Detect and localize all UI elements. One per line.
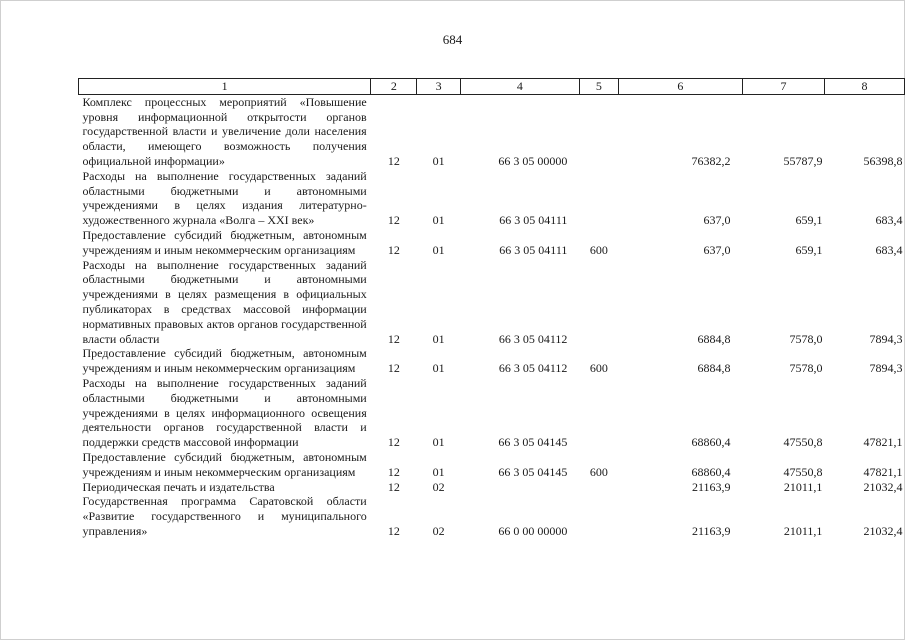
row-code: 66 3 05 04111	[499, 242, 568, 257]
row-value-8: 47821,1	[863, 435, 903, 450]
row-name: Предоставление субсидий бюджетным, автономным учреждениям и иным некоммерческим организациям	[82, 449, 367, 479]
row-razdel: 12	[387, 479, 400, 494]
row-razdel: 12	[387, 361, 400, 376]
row-podrazdel: 01	[432, 435, 445, 450]
row-value-7: 7578,0	[789, 331, 823, 346]
row-value-6: 76382,2	[691, 153, 731, 168]
row-razdel: 12	[387, 153, 400, 168]
row-value-7: 21011,1	[783, 523, 823, 538]
row-value-7: 47550,8	[783, 435, 823, 450]
row-name: Расходы на выполнение государственных заданий областными бюджетными и автономными учреждениями в целях размещения в официальных публикаторах в средствах массовой информации нормативных правовых актов органов государственной власти области	[82, 257, 367, 346]
row-vid: 600	[589, 242, 608, 257]
row-podrazdel: 01	[432, 464, 445, 479]
row-vid	[579, 169, 618, 228]
table-row	[79, 346, 905, 376]
row-vid	[579, 258, 618, 347]
row-code: 66 3 05 04111	[499, 213, 568, 228]
row-value-8: 56398,8	[863, 153, 903, 168]
row-value-7: 55787,9	[783, 153, 823, 168]
row-value-8: 683,4	[875, 242, 903, 257]
row-name: Предоставление субсидий бюджетным, автономным учреждениям и иным некоммерческим организациям	[82, 346, 367, 376]
row-vid	[579, 494, 618, 538]
table-row	[79, 494, 905, 538]
column-header-7: 7	[743, 79, 825, 95]
row-name: Расходы на выполнение государственных заданий областными бюджетными и автономными учреждениями в целях информационного освещения деятельности органов государственной власти и поддержки средств массовой информации	[82, 375, 367, 450]
row-value-6: 637,0	[703, 213, 731, 228]
row-value-8: 683,4	[875, 213, 903, 228]
row-podrazdel: 01	[432, 331, 445, 346]
column-header-1: 1	[79, 79, 371, 95]
table-row	[79, 228, 905, 258]
table-row	[79, 480, 905, 495]
row-value-7: 47550,8	[783, 464, 823, 479]
row-name: Комплекс процессных мероприятий «Повышение уровня информационной открытости органов государственной власти и увеличение доли населения области, имеющего возможность получения официальной информации»	[82, 94, 367, 168]
row-code: 66 3 05 04112	[498, 331, 568, 346]
row-vid: 600	[589, 464, 608, 479]
column-header-5: 5	[579, 79, 618, 95]
row-vid: 600	[589, 361, 608, 376]
row-name: Государственная программа Саратовской области «Развитие государственного и муниципального управления»	[82, 494, 367, 538]
column-header-8: 8	[824, 79, 904, 95]
row-razdel: 12	[387, 435, 400, 450]
row-value-7: 21011,1	[783, 479, 823, 494]
budget-table	[78, 78, 905, 539]
page-number: 684	[442, 32, 463, 47]
column-header-3: 3	[417, 79, 460, 95]
table-row	[79, 450, 905, 480]
row-podrazdel: 01	[432, 213, 445, 228]
row-value-6: 68860,4	[691, 435, 731, 450]
row-razdel: 12	[387, 523, 400, 538]
row-podrazdel: 02	[432, 479, 445, 494]
row-name: Предоставление субсидий бюджетным, автономным учреждениям и иным некоммерческим организациям	[82, 227, 367, 257]
row-name: Расходы на выполнение государственных заданий областными бюджетными и автономными учреждениями в целях издания литературно-художественного журнала «Волга – XXI век»	[82, 168, 367, 228]
row-podrazdel: 01	[432, 242, 445, 257]
row-vid	[579, 376, 618, 450]
row-value-6: 21163,9	[691, 523, 731, 538]
row-value-6: 637,0	[703, 242, 731, 257]
row-code: 66 3 05 04145	[498, 435, 568, 450]
table-row	[79, 94, 905, 168]
row-vid	[579, 94, 618, 168]
row-code: 66 3 05 00000	[498, 153, 568, 168]
row-razdel: 12	[387, 331, 400, 346]
row-code: 66 3 05 04145	[498, 464, 568, 479]
header-row	[79, 79, 905, 95]
row-code	[460, 480, 579, 495]
table-row	[79, 169, 905, 228]
row-razdel: 12	[387, 242, 400, 257]
row-value-8: 7894,3	[869, 361, 903, 376]
row-podrazdel: 02	[432, 523, 445, 538]
row-razdel: 12	[387, 464, 400, 479]
row-value-8: 47821,1	[863, 464, 903, 479]
row-code: 66 3 05 04112	[498, 361, 568, 376]
row-value-8: 21032,4	[863, 479, 903, 494]
row-podrazdel: 01	[432, 153, 445, 168]
column-header-4: 4	[460, 79, 579, 95]
column-header-6: 6	[618, 79, 742, 95]
row-value-7: 659,1	[795, 213, 823, 228]
row-razdel: 12	[387, 213, 400, 228]
table-row	[79, 376, 905, 450]
column-header-2: 2	[371, 79, 417, 95]
row-podrazdel: 01	[432, 361, 445, 376]
row-value-7: 659,1	[795, 242, 823, 257]
row-value-7: 7578,0	[789, 361, 823, 376]
row-value-6: 21163,9	[691, 479, 731, 494]
row-code: 66 0 00 00000	[498, 523, 568, 538]
row-value-6: 6884,8	[697, 331, 731, 346]
row-value-6: 68860,4	[691, 464, 731, 479]
row-value-6: 6884,8	[697, 361, 731, 376]
row-value-8: 7894,3	[869, 331, 903, 346]
row-name: Периодическая печать и издательства	[82, 479, 275, 494]
row-vid	[579, 480, 618, 495]
row-value-8: 21032,4	[863, 523, 903, 538]
table-row	[79, 258, 905, 347]
